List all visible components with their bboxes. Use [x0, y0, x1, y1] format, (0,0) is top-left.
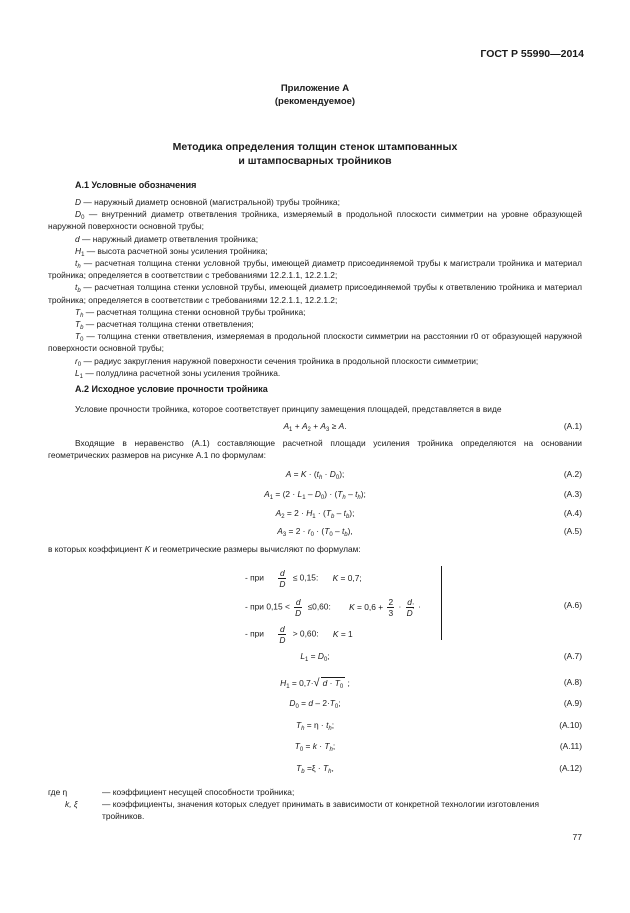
equation-a9-number: (А.9): [563, 698, 582, 708]
definition-item: [48, 196, 582, 208]
equation-a8: [48, 677, 582, 691]
definitions-list: [48, 196, 582, 379]
definition-subscript: 1: [79, 373, 84, 380]
equation-a9: [48, 698, 582, 712]
definition-symbol: t: [75, 258, 78, 269]
definition-item: [48, 281, 582, 305]
standard-header: ГОСТ Р 55990—2014: [480, 48, 584, 60]
equation-a8-number: (А.8): [563, 677, 582, 687]
definition-item: [48, 318, 582, 330]
fraction-two-thirds: $\frac{2}{3}$: [388, 597, 394, 618]
equation-a10: [48, 720, 582, 734]
definition-text: — наружный диаметр ответвления тройника;: [79, 233, 259, 244]
definition-symbol: H: [75, 245, 82, 256]
definition-subscript: h: [77, 264, 81, 271]
equation-a4-formula: $A_2 = 2 \cdot H_1 \cdot (T_b - t_b)$;: [275, 508, 355, 520]
equation-a1-number: (А.1): [563, 421, 582, 431]
equation-a3: [48, 489, 582, 503]
equation-a12-number: (А.12): [559, 763, 582, 773]
definition-subscript: b: [80, 325, 84, 332]
equation-a2: [48, 469, 582, 483]
equation-a1: [48, 421, 582, 435]
definition-item: [48, 306, 582, 318]
equation-a10-formula: $T_h = \eta \cdot t_h$;: [295, 720, 335, 732]
equation-a4-number: (А.4): [563, 508, 582, 518]
definition-symbol: r: [75, 355, 78, 366]
equation-a5-formula: $A_3 = 2 \cdot r_0 \cdot (T_0 - t_b)$,: [277, 526, 353, 538]
definition-text: — внутренний диаметр ответвления тройника, измеряемый в продольной плоскости симметрии на уровне образующей наружной поверхности основной трубы;: [48, 209, 582, 232]
definition-symbol: T: [75, 306, 81, 317]
where-text-k-xi: — коэффициенты, значения которых следует принимать в зависимости от конкретной технологии изготовления тройников.: [102, 799, 540, 822]
definition-text: — полудлина расчетной зоны усиления тройника.: [83, 367, 281, 378]
definition-subscript: b: [77, 288, 81, 295]
equation-a11-formula: $T_0 = k \cdot T_h$;: [294, 741, 336, 753]
main-title-line1: Методика определения толщин стенок штампованных: [172, 141, 458, 153]
definition-symbol: t: [75, 282, 78, 293]
equation-a6-case1: - при $\frac{d}{D}$ ≤ 0,15: K = 0,7;: [245, 568, 362, 589]
fraction-d-over-D: $\frac{d}{D}$: [406, 597, 413, 618]
definition-symbol: d: [75, 233, 80, 244]
equation-a3-formula: $A_1 = (2 \cdot L_1 - D_0) \cdot (T_h - t_h)$;: [264, 489, 366, 501]
definition-item: [48, 208, 582, 232]
section-a1-heading: А.1 Условные обозначения: [75, 180, 197, 190]
equation-a2-number: (А.2): [563, 469, 582, 479]
equation-a6-bracket: [441, 566, 442, 640]
definition-symbol: T: [75, 331, 81, 342]
definition-symbol: T: [75, 319, 81, 330]
definition-item: [48, 233, 582, 245]
definition-subscript: 1: [81, 251, 85, 258]
where-text-eta: — коэффициент несущей способности тройника;: [102, 787, 295, 797]
paragraph-area-components: Входящие в неравенство (А.1) составляющие расчетной площади усиления тройника определяются на основании геометрических размеров на рисунке А.1 по формулам:: [48, 438, 582, 461]
appendix-label: Приложение А: [280, 83, 350, 94]
main-title: [0, 140, 630, 168]
equation-a5: [48, 526, 582, 540]
definition-item: [48, 355, 582, 367]
equation-a12-formula: $T_b =\xi \cdot T_h$,: [296, 763, 334, 775]
definition-item: [48, 367, 582, 379]
main-title-line2: и штампосварных тройников: [238, 155, 392, 167]
section-a2-heading: А.2 Исходное условие прочности тройника: [75, 384, 268, 394]
definition-text: — высота расчетной зоны усиления тройника;: [84, 245, 268, 256]
paragraph-strength-condition: Условие прочности тройника, которое соответствует принципу замещения площадей, представляется в виде: [75, 404, 502, 414]
equation-a2-formula: $A = K \cdot (t_h \cdot D_0)$;: [285, 469, 345, 481]
equation-a6-case3: - при $\frac{d}{D}$ > 0,60: K = 1: [245, 624, 353, 645]
definition-text: — расчетная толщина стенки основной трубы тройника;: [83, 306, 306, 317]
definition-subscript: 0: [80, 337, 84, 344]
where-clause: [48, 786, 582, 826]
equation-a11-number: (А.11): [559, 741, 582, 751]
where-label-k-xi: k, ξ: [65, 799, 78, 809]
equation-a6-semicolon: ;: [412, 600, 415, 610]
equation-a6-number: (А.6): [563, 600, 582, 610]
definition-text: — радиус закругления наружной поверхности сечения тройника в продольной плоскости симметрии;: [81, 355, 479, 366]
definition-symbol: D: [75, 197, 82, 207]
definition-text: — расчетная толщина стенки условной трубы, имеющей диаметр присоединяемой трубы к ответвлению тройника и материал тройника; определяется в соответствии с требованиями 12.2.1.1, 12.2.1.2;: [48, 282, 582, 305]
definition-item: [48, 257, 582, 281]
definition-subscript: h: [80, 312, 84, 319]
fraction-d-over-D: $\frac{d}{D}$: [279, 624, 286, 645]
equation-a3-number: (А.3): [563, 489, 582, 499]
equation-a8-formula: $H_1 = 0,7\cdot√$ $d \cdot T_0$ ;: [280, 677, 350, 690]
equation-a7-number: (А.7): [563, 651, 582, 661]
fraction-d-over-D: $\frac{d}{D}$: [279, 568, 286, 589]
fraction-d-over-D: $\frac{d}{D}$: [295, 597, 302, 618]
equation-a10-number: (А.10): [559, 720, 582, 730]
definition-text: — расчетная толщина стенки условной трубы, имеющей диаметр присоединяемой трубы к магистрали тройника и материал тройника; определяется в соответствии с требованиями 12.2.1.1, 12.2.1.2;: [48, 258, 582, 281]
definition-subscript: 0: [81, 215, 85, 222]
equation-a4: [48, 508, 582, 522]
equation-a5-number: (А.5): [563, 526, 582, 536]
definition-text: — расчетная толщина стенки ответвления;: [83, 319, 254, 330]
where-label-eta: где η: [48, 787, 68, 797]
equation-a6-case2: - при 0,15 < $\frac{d}{D}$ ≤0,60: K = 0,6 + $\frac{2}{3}$ · $\frac{d}{D}$ ·: [245, 597, 421, 618]
definition-item: [48, 330, 582, 354]
equation-a7: [48, 651, 582, 665]
equation-a7-formula: $L_1 = D_0$;: [300, 651, 330, 663]
page-number: 77: [572, 832, 582, 842]
definition-text: — толщина стенки ответвления, измеряемая в продольной плоскости симметрии на расстоянии r0 от образующей наружной поверхности основной трубы;: [48, 331, 582, 354]
definition-symbol: L: [75, 367, 80, 378]
definition-subscript: 0: [77, 361, 82, 368]
equation-a9-formula: $D_0 = d - 2\cdot T_0$;: [289, 698, 341, 710]
paragraph-coefficients: в которых коэффициент K и геометрические размеры вычисляют по формулам:: [48, 544, 361, 554]
definition-text: — наружный диаметр основной (магистральной) трубы тройника;: [81, 197, 340, 207]
equation-a11: [48, 741, 582, 755]
equation-a1-formula: $A_1 + A_2 + A_3 \ge A$.: [283, 421, 347, 433]
equation-a12: [48, 763, 582, 777]
appendix-title: [0, 82, 630, 108]
definition-item: [48, 245, 582, 257]
definition-symbol: D: [75, 209, 82, 220]
appendix-status: (рекомендуемое): [274, 96, 356, 107]
